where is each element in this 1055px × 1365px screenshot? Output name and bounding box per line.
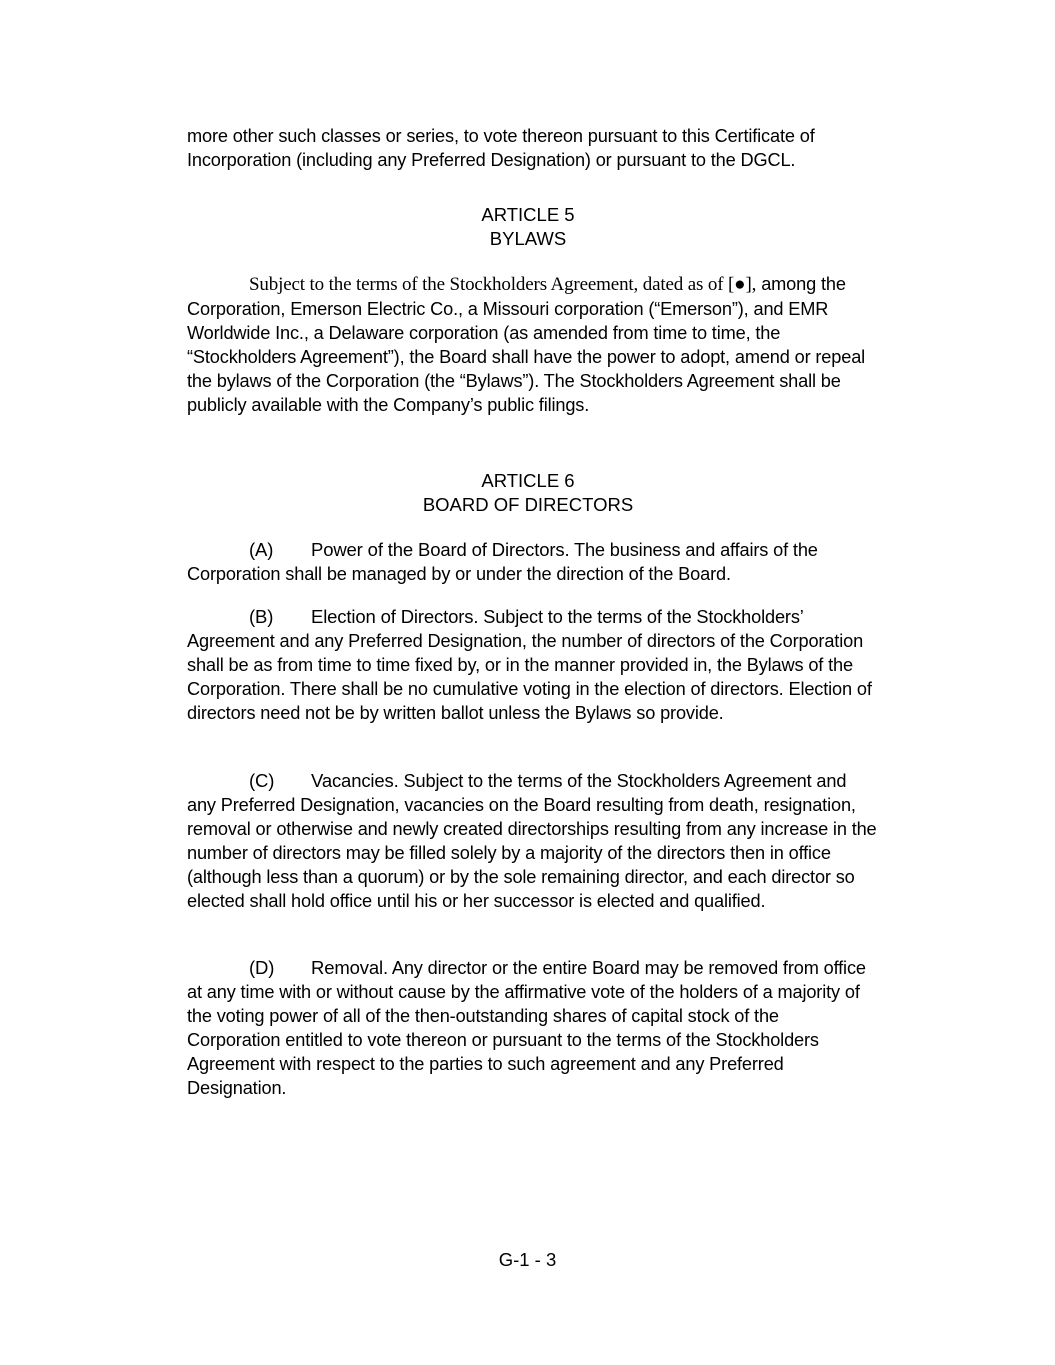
section-d-label: (D) <box>249 957 275 978</box>
section-d-caption: Removal. <box>311 957 388 978</box>
section-a <box>187 538 877 586</box>
article-5-lead: Subject to the terms of the Stockholders Agreement, dated as of [●], <box>249 274 757 295</box>
section-c-label: (C) <box>249 770 275 791</box>
article-5-body: among the Corporation, Emerson Electric Co., a Missouri corporation (“Emerson”), and EMR Worldwide Inc., a Delaware corporation (as amended from time to time, the “Stockholders Agreement”), the Board shall have the power to adopt, amend or repeal the bylaws of the Corporation (the “Bylaws”). The Stockholders Agreement shall be publicly available with the Company’s public filings. <box>187 274 866 415</box>
article-5-heading <box>187 203 869 251</box>
section-d <box>187 956 877 1100</box>
section-b-label: (B) <box>249 606 274 627</box>
section-a-text: The business and affairs of the Corporation shall be managed by or under the direction of the Board. <box>187 540 818 584</box>
article-5-title: BYLAWS <box>489 228 567 249</box>
section-c-text: Subject to the terms of the Stockholders Agreement and any Preferred Designation, vacancies on the Board resulting from death, resignation, removal or otherwise and newly created directorships resulting from any increase in the number of directors may be filled solely by a majority of the directors then in office (although less than a quorum) or by the sole remaining director, and each director so elected shall hold office until his or her successor is elected and qualified. <box>187 771 877 911</box>
section-c <box>187 769 877 913</box>
article-5-number: ARTICLE 5 <box>481 204 575 225</box>
section-c-caption: Vacancies. <box>311 770 399 791</box>
section-b-caption: Election of Directors. <box>311 606 479 627</box>
page-number: G-1 - 3 <box>498 1249 557 1270</box>
section-b-text: Subject to the terms of the Stockholders’ Agreement and any Preferred Designation, the number of directors of the Corporation shall be as from time to time fixed by, or in the manner provided in, the Bylaws of the Corporation. There shall be no cumulative voting in the election of directors. Election of directors need not be by written ballot unless the Bylaws so provide. <box>187 607 872 723</box>
intro-paragraph <box>187 124 877 172</box>
section-b <box>187 605 877 725</box>
article-6-title: BOARD OF DIRECTORS <box>422 494 634 515</box>
article-6-number: ARTICLE 6 <box>481 470 575 491</box>
section-a-caption: Power of the Board of Directors. <box>311 539 570 560</box>
article-5-paragraph <box>187 272 877 417</box>
section-a-label: (A) <box>249 539 274 560</box>
intro-text: more other such classes or series, to vote thereon pursuant to this Certificate of Incorporation (including any Preferred Designation) or pursuant to the DGCL. <box>187 126 815 170</box>
article-6-heading <box>187 469 869 517</box>
section-d-text: Any director or the entire Board may be removed from office at any time with or without cause by the affirmative vote of the holders of a majority of the voting power of all of the then-outstanding shares of capital stock of the Corporation entitled to vote thereon or pursuant to the terms of the Stockholders Agreement with respect to the parties to such agreement and any Preferred Designation. <box>187 958 866 1098</box>
